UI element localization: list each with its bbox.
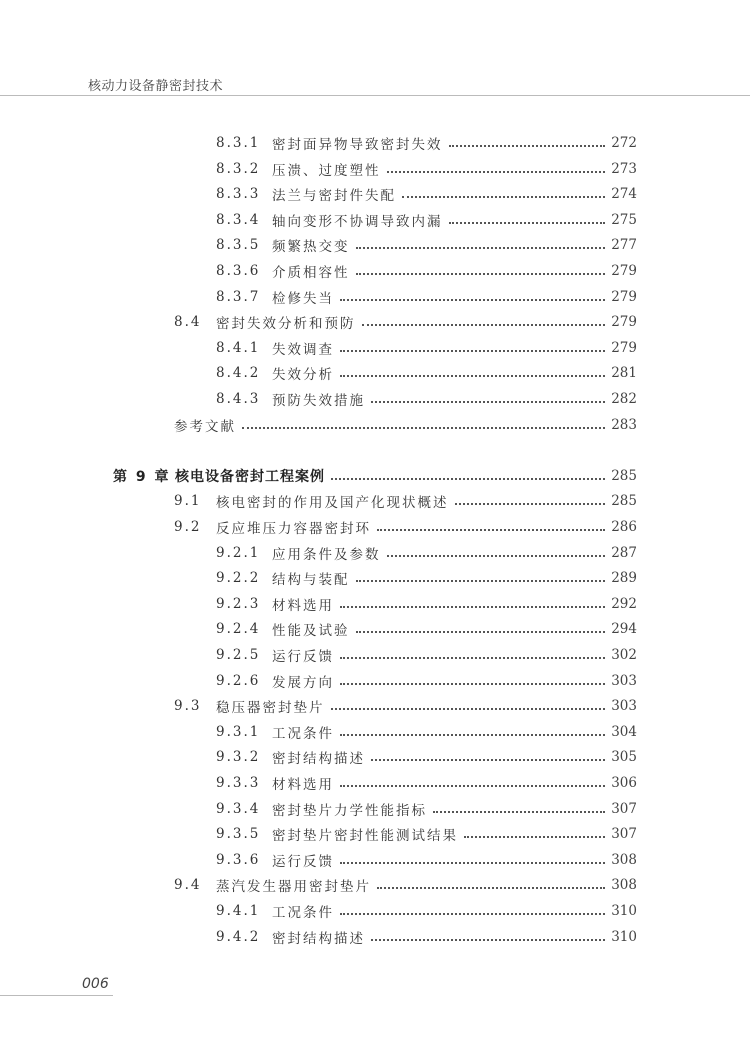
toc-entry-page: 279 bbox=[611, 339, 637, 356]
toc-entry[interactable] bbox=[216, 131, 637, 155]
toc-entry-title: 运行反馈 bbox=[272, 853, 334, 870]
toc-entry[interactable] bbox=[174, 694, 637, 718]
dot-leader bbox=[387, 555, 606, 557]
toc-entry-page: 310 bbox=[611, 928, 637, 945]
toc-entry[interactable] bbox=[216, 745, 637, 769]
toc-entry-number: 8.3.6 bbox=[216, 263, 261, 279]
toc-entry-page: 292 bbox=[611, 595, 637, 612]
dot-leader bbox=[331, 708, 606, 710]
toc-entry-title: 密封结构描述 bbox=[272, 930, 365, 947]
toc-entry[interactable] bbox=[216, 387, 637, 411]
dot-leader bbox=[340, 862, 605, 864]
toc-entry-number: 9.4.2 bbox=[216, 928, 261, 945]
toc-entry-title: 性能及试验 bbox=[272, 623, 350, 640]
toc-entry[interactable] bbox=[216, 643, 637, 667]
toc-entry[interactable] bbox=[216, 233, 637, 257]
dot-leader bbox=[340, 734, 605, 736]
toc-entry-number: 9.3.5 bbox=[216, 826, 261, 843]
toc-entry-number: 9.3.3 bbox=[216, 775, 261, 791]
toc-entry-title: 结构与装配 bbox=[272, 572, 350, 589]
toc-entry-number: 9.2.4 bbox=[216, 621, 261, 638]
toc-entry-number: 第 9 章 bbox=[113, 468, 171, 485]
dot-leader bbox=[402, 196, 605, 198]
toc-entry[interactable] bbox=[216, 925, 637, 949]
toc-entry-number: 8.3.2 bbox=[216, 160, 261, 177]
toc-entry-title: 压溃、过度塑性 bbox=[272, 162, 381, 179]
toc-entry-title: 密封结构描述 bbox=[272, 751, 365, 768]
running-header-title: 核动力设备静密封技术 bbox=[88, 79, 224, 94]
header-divider bbox=[0, 95, 750, 96]
toc-entry-title: 介质相容性 bbox=[272, 265, 350, 281]
toc-entry-title: 密封面异物导致密封失效 bbox=[272, 137, 443, 153]
toc-entry-page: 308 bbox=[611, 877, 637, 894]
toc-entry-page: 287 bbox=[611, 544, 637, 561]
toc-entry-number: 9.2.3 bbox=[216, 595, 261, 612]
toc-entry-title: 发展方向 bbox=[272, 674, 334, 691]
dot-leader bbox=[331, 478, 605, 480]
toc-entry-page: 306 bbox=[611, 775, 637, 791]
dot-leader bbox=[340, 375, 605, 377]
toc-entry-number: 8.4 bbox=[174, 314, 202, 331]
dot-leader bbox=[449, 145, 606, 147]
toc-entry-title: 工况条件 bbox=[272, 725, 334, 742]
toc-entry-number: 8.3.1 bbox=[216, 135, 261, 151]
toc-entry-title: 运行反馈 bbox=[272, 649, 334, 665]
toc-entry[interactable] bbox=[216, 797, 637, 821]
toc-entry[interactable] bbox=[216, 848, 637, 872]
dot-leader bbox=[377, 887, 605, 889]
toc-entry[interactable] bbox=[174, 310, 637, 334]
toc-entry-title: 工况条件 bbox=[272, 905, 334, 921]
toc-entry-page: 302 bbox=[611, 647, 637, 663]
toc-entry-number: 9.3.2 bbox=[216, 749, 261, 766]
dot-leader bbox=[464, 836, 605, 838]
toc-entry-number: 9.3.6 bbox=[216, 851, 261, 868]
toc-entry-title: 参考文献 bbox=[174, 418, 236, 435]
toc-entry-title: 密封垫片力学性能指标 bbox=[272, 802, 427, 819]
toc-entry-page: 279 bbox=[611, 263, 637, 279]
toc-entry-number: 8.3.3 bbox=[216, 186, 261, 203]
dot-leader bbox=[455, 503, 606, 505]
dot-leader bbox=[362, 324, 606, 326]
toc-entry[interactable] bbox=[216, 617, 637, 641]
toc-entry-page: 307 bbox=[611, 800, 637, 817]
toc-entry[interactable] bbox=[216, 208, 637, 232]
dot-leader bbox=[356, 247, 606, 249]
dot-leader bbox=[340, 350, 605, 352]
toc-entry-page: 281 bbox=[611, 365, 637, 382]
dot-leader bbox=[340, 657, 605, 659]
toc-entry-number: 9.4.1 bbox=[216, 903, 261, 919]
toc-entry-number: 9.3.4 bbox=[216, 800, 261, 817]
toc-entry[interactable] bbox=[174, 873, 637, 897]
toc-entry-number: 9.2.5 bbox=[216, 647, 261, 663]
dot-leader bbox=[356, 273, 606, 275]
toc-entry[interactable] bbox=[174, 413, 637, 437]
dot-leader bbox=[340, 683, 605, 685]
toc-entry-page: 286 bbox=[611, 519, 637, 535]
toc-entry[interactable] bbox=[216, 566, 637, 590]
toc-entry-number: 8.3.7 bbox=[216, 288, 261, 305]
toc-entry-title: 材料选用 bbox=[272, 777, 334, 793]
toc-entry-title: 检修失当 bbox=[272, 290, 334, 307]
toc-entry-page: 308 bbox=[611, 851, 637, 868]
toc-entry-page: 279 bbox=[611, 288, 637, 305]
toc-entry[interactable] bbox=[216, 669, 637, 693]
toc-entry-title: 频繁热交变 bbox=[272, 239, 350, 256]
toc-entry-number: 8.4.1 bbox=[216, 339, 261, 356]
toc-entry-page: 289 bbox=[611, 570, 637, 587]
toc-entry[interactable] bbox=[216, 899, 637, 923]
toc-entry-number: 8.3.4 bbox=[216, 211, 261, 228]
toc-entry[interactable] bbox=[216, 182, 637, 206]
toc-entry-number: 9.4 bbox=[174, 877, 202, 894]
toc-entry-page: 272 bbox=[611, 135, 637, 151]
dot-leader bbox=[340, 299, 605, 301]
toc-entry-page: 294 bbox=[611, 621, 637, 638]
toc-entry-number: 8.4.3 bbox=[216, 391, 261, 407]
dot-leader bbox=[340, 913, 605, 915]
toc-entry-number: 8.4.2 bbox=[216, 365, 261, 382]
toc-entry-number: 9.3 bbox=[174, 698, 202, 715]
toc-entry[interactable] bbox=[216, 720, 637, 744]
toc-entry[interactable] bbox=[216, 157, 637, 181]
toc-entry[interactable] bbox=[216, 541, 637, 565]
dot-leader bbox=[371, 401, 605, 403]
toc-entry-title: 失效分析 bbox=[272, 367, 334, 384]
toc-entry-title: 密封失效分析和预防 bbox=[216, 316, 356, 333]
toc-entry-page: 275 bbox=[611, 211, 637, 228]
toc-entry-number: 9.2.6 bbox=[216, 672, 261, 689]
toc-entry[interactable] bbox=[216, 259, 637, 283]
toc-entry-page: 285 bbox=[611, 493, 637, 510]
toc-entry-page: 310 bbox=[611, 903, 637, 919]
toc-entry-title: 核电设备密封工程案例 bbox=[175, 468, 325, 485]
toc-entry-page: 279 bbox=[611, 314, 637, 331]
toc-entry-page: 304 bbox=[611, 723, 637, 740]
toc-entry-title: 应用条件及参数 bbox=[272, 546, 381, 563]
toc-entry-page: 305 bbox=[611, 749, 637, 766]
toc-entry-title: 法兰与密封件失配 bbox=[272, 188, 396, 205]
dot-leader bbox=[340, 606, 605, 608]
dot-leader bbox=[433, 811, 605, 813]
toc-entry-title: 轴向变形不协调导致内漏 bbox=[272, 213, 443, 230]
dot-leader bbox=[449, 222, 606, 224]
dot-leader bbox=[377, 529, 605, 531]
toc-entry[interactable] bbox=[216, 771, 637, 795]
toc-entry-title: 蒸汽发生器用密封垫片 bbox=[216, 879, 371, 896]
toc-entry[interactable] bbox=[216, 822, 637, 846]
dot-leader bbox=[242, 427, 605, 429]
dot-leader bbox=[340, 785, 605, 787]
toc-entry-page: 283 bbox=[611, 416, 637, 433]
toc-entry[interactable] bbox=[216, 336, 637, 360]
toc-entry-page: 274 bbox=[611, 186, 637, 203]
toc-entry[interactable] bbox=[216, 285, 637, 309]
toc-entry-title: 稳压器密封垫片 bbox=[216, 700, 325, 717]
toc-entry-title: 材料选用 bbox=[272, 597, 334, 614]
toc-entry-number: 9.2.1 bbox=[216, 544, 261, 561]
toc-entry-title: 反应堆压力容器密封环 bbox=[216, 521, 371, 537]
dot-leader bbox=[371, 939, 605, 941]
dot-leader bbox=[387, 171, 606, 173]
toc-entry-number: 9.2.2 bbox=[216, 570, 261, 587]
toc-entry-page: 285 bbox=[611, 467, 637, 484]
toc-entry-title: 密封垫片密封性能测试结果 bbox=[272, 828, 458, 845]
toc-entry-number: 8.3.5 bbox=[216, 237, 261, 254]
toc-entry[interactable] bbox=[216, 592, 637, 616]
toc-entry-title: 核电密封的作用及国产化现状概述 bbox=[216, 495, 449, 512]
toc-entry-number: 9.1 bbox=[174, 493, 202, 510]
dot-leader bbox=[356, 580, 606, 582]
dot-leader bbox=[356, 631, 606, 633]
toc-entry-page: 307 bbox=[611, 826, 637, 843]
footer-divider bbox=[0, 995, 113, 996]
toc-entry-page: 277 bbox=[611, 237, 637, 254]
toc-entry-number: 9.3.1 bbox=[216, 723, 261, 740]
toc-entry-page: 303 bbox=[611, 698, 637, 715]
page-number: 006 bbox=[82, 976, 109, 992]
toc-entry-number: 9.2 bbox=[174, 519, 202, 535]
toc-entry[interactable] bbox=[216, 361, 637, 385]
toc-entry-page: 273 bbox=[611, 160, 637, 177]
toc-entry-title: 预防失效措施 bbox=[272, 393, 365, 409]
dot-leader bbox=[371, 759, 605, 761]
toc-entry-page: 303 bbox=[611, 672, 637, 689]
toc-entry-page: 282 bbox=[611, 391, 637, 407]
toc-entry-title: 失效调查 bbox=[272, 341, 334, 358]
toc-entry[interactable] bbox=[174, 515, 637, 539]
toc-chapter-entry[interactable] bbox=[113, 464, 637, 488]
toc-entry[interactable] bbox=[174, 489, 637, 513]
